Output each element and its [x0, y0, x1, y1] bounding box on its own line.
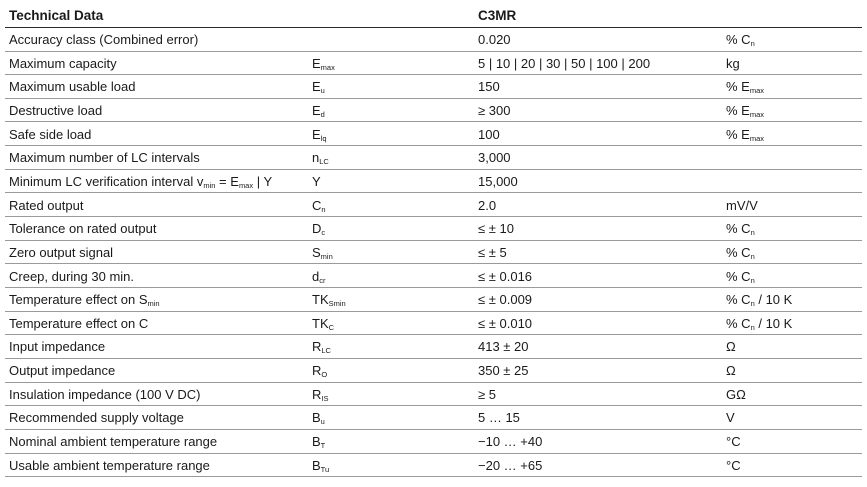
parameter-name: [9, 288, 160, 311]
table-row: [5, 241, 862, 265]
name-text: Minimum LC verification interval v: [9, 173, 204, 189]
parameter-name: Output impedance: [9, 363, 116, 379]
parameter-symbol: [312, 383, 328, 406]
unit-text: % E: [726, 126, 750, 142]
parameter-name: Maximum capacity: [9, 55, 117, 71]
name-text: Temperature effect on S: [9, 292, 148, 308]
parameter-unit: [726, 194, 758, 217]
parameter-name: Tolerance on rated output: [9, 221, 157, 237]
parameter-name: Temperature effect on C: [9, 315, 149, 331]
unit-text: / 10 K: [754, 292, 793, 308]
table-header: [5, 4, 862, 28]
table-row: [5, 430, 862, 454]
symbol-subscript: O: [321, 370, 328, 380]
parameter-value: ≥ 300: [478, 102, 511, 118]
table-row: [5, 312, 862, 336]
parameter-value: ≤ ± 0.010: [478, 315, 533, 331]
unit-text: V: [726, 410, 735, 426]
symbol-text: R: [312, 363, 322, 379]
table-row: [5, 146, 862, 170]
parameter-value: 413 ± 20: [478, 339, 529, 355]
parameter-symbol: [312, 75, 325, 98]
table-row: [5, 288, 862, 312]
parameter-unit: [726, 241, 755, 264]
parameter-value: 3,000: [478, 150, 511, 166]
parameter-name: Zero output signal: [9, 244, 114, 260]
symbol-subscript: IS: [321, 393, 329, 403]
parameter-unit: [726, 288, 792, 311]
parameter-unit: [726, 75, 764, 98]
parameter-value: ≤ ± 0.009: [478, 292, 533, 308]
parameter-symbol: [312, 123, 327, 146]
symbol-subscript: lq: [320, 133, 327, 143]
parameter-unit: [726, 265, 755, 288]
symbol-text: C: [312, 197, 322, 213]
symbol-subscript: cr: [319, 275, 326, 285]
unit-text: / 10 K: [754, 315, 793, 331]
header-model: C3MR: [478, 8, 517, 23]
parameter-unit: [726, 217, 755, 240]
unit-subscript: max: [749, 109, 765, 119]
symbol-subscript: n: [321, 204, 326, 214]
parameter-unit: [726, 383, 746, 406]
unit-text: % C: [726, 268, 751, 284]
unit-text: % C: [726, 221, 751, 237]
parameter-unit: [726, 406, 735, 429]
symbol-subscript: LC: [321, 346, 331, 356]
unit-text: mV/V: [726, 197, 758, 213]
parameter-unit: [726, 312, 792, 335]
parameter-symbol: [312, 406, 325, 429]
parameter-unit: [726, 52, 740, 75]
symbol-subscript: T: [320, 441, 326, 451]
symbol-subscript: min: [320, 251, 333, 261]
symbol-text: d: [312, 268, 320, 284]
unit-text: Ω: [726, 363, 736, 379]
parameter-name: Insulation impedance (100 V DC): [9, 386, 201, 402]
unit-text: % C: [726, 32, 751, 47]
parameter-value: 350 ± 25: [478, 363, 529, 379]
parameter-name: Destructive load: [9, 102, 103, 118]
table-row: [5, 454, 862, 478]
parameter-unit: [726, 99, 764, 122]
parameter-name: Recommended supply voltage: [9, 410, 184, 426]
symbol-text: B: [312, 434, 321, 450]
parameter-value: 5 … 15: [478, 410, 520, 426]
unit-subscript: n: [750, 251, 755, 261]
unit-text: % C: [726, 244, 751, 260]
parameter-name: Creep, during 30 min.: [9, 268, 135, 284]
parameter-name: Usable ambient temperature range: [9, 457, 210, 473]
table-row: [5, 123, 862, 147]
unit-text: % C: [726, 292, 751, 308]
parameter-value: 5 | 10 | 20 | 30 | 50 | 100 | 200: [478, 55, 651, 71]
parameter-symbol: [312, 146, 329, 169]
parameter-value: 0.020: [478, 32, 511, 47]
parameter-symbol: [312, 288, 346, 311]
parameter-name: Accuracy class (Combined error): [9, 32, 199, 47]
symbol-subscript: u: [320, 86, 325, 96]
unit-subscript: max: [749, 86, 765, 96]
symbol-text: Y: [312, 173, 321, 189]
symbol-text: B: [312, 410, 321, 426]
symbol-text: E: [312, 55, 321, 71]
symbol-text: E: [312, 126, 321, 142]
parameter-unit: [726, 28, 755, 51]
name-text: = E: [215, 173, 239, 189]
table-row: [5, 359, 862, 383]
symbol-text: TK: [312, 292, 329, 308]
unit-subscript: n: [750, 299, 755, 309]
parameter-name: Maximum number of LC intervals: [9, 150, 200, 166]
symbol-subscript: d: [320, 109, 325, 119]
unit-text: °C: [726, 457, 741, 473]
parameter-symbol: [312, 241, 333, 264]
parameter-name: Input impedance: [9, 339, 106, 355]
table-row: [5, 194, 862, 218]
parameter-value: −10 … +40: [478, 434, 543, 450]
parameter-name: Safe side load: [9, 126, 92, 142]
unit-text: Ω: [726, 339, 736, 355]
unit-subscript: max: [749, 133, 765, 143]
parameter-unit: [726, 430, 741, 453]
parameter-symbol: [312, 217, 325, 240]
symbol-subscript: Tu: [320, 464, 330, 474]
name-text: | Y: [253, 173, 273, 189]
parameter-name: Nominal ambient temperature range: [9, 434, 218, 450]
name-subscript: min: [147, 299, 160, 309]
symbol-text: E: [312, 102, 321, 118]
parameter-symbol: [312, 194, 326, 217]
symbol-text: E: [312, 79, 321, 95]
table-row: [5, 75, 862, 99]
header-label: Technical Data: [9, 8, 104, 23]
table-row: [5, 99, 862, 123]
table-row: [5, 406, 862, 430]
symbol-text: TK: [312, 315, 329, 331]
symbol-subscript: C: [328, 322, 335, 332]
unit-text: % C: [726, 315, 751, 331]
parameter-unit: [726, 359, 736, 382]
parameter-name: Maximum usable load: [9, 79, 136, 95]
symbol-text: D: [312, 221, 322, 237]
symbol-text: R: [312, 339, 322, 355]
symbol-text: n: [312, 150, 320, 166]
parameter-unit: [726, 123, 764, 146]
parameter-symbol: [312, 454, 329, 477]
parameter-unit: [726, 454, 741, 477]
parameter-symbol: [312, 265, 325, 288]
parameter-value: −20 … +65: [478, 457, 543, 473]
table-row: [5, 28, 862, 52]
parameter-symbol: [312, 312, 334, 335]
unit-text: kg: [726, 55, 740, 71]
symbol-subscript: Smin: [328, 299, 346, 309]
parameter-name: [9, 170, 272, 193]
parameter-symbol: [312, 52, 335, 75]
unit-text: °C: [726, 434, 741, 450]
symbol-text: R: [312, 386, 322, 402]
table-row: [5, 335, 862, 359]
parameter-symbol: [312, 335, 331, 358]
table-row: [5, 217, 862, 241]
symbol-subscript: LC: [319, 157, 329, 167]
table-row: [5, 383, 862, 407]
parameter-unit: [726, 335, 736, 358]
parameter-value: 15,000: [478, 173, 518, 189]
parameter-value: ≥ 5: [478, 386, 496, 402]
table-row: [5, 265, 862, 289]
unit-subscript: n: [750, 275, 755, 285]
symbol-subscript: c: [321, 228, 326, 238]
parameter-value: ≤ ± 5: [478, 244, 507, 260]
parameter-symbol: [312, 170, 321, 193]
table-row: [5, 170, 862, 194]
parameter-name: Rated output: [9, 197, 84, 213]
parameter-value: 150: [478, 79, 500, 95]
parameter-value: 2.0: [478, 197, 497, 213]
parameter-value: 100: [478, 126, 500, 142]
parameter-symbol: [312, 359, 327, 382]
unit-subscript: n: [750, 39, 755, 48]
parameter-value: ≤ ± 0.016: [478, 268, 533, 284]
unit-text: % E: [726, 79, 750, 95]
name-subscript: min: [203, 180, 216, 190]
parameter-symbol: [312, 430, 325, 453]
name-subscript: max: [238, 180, 254, 190]
unit-subscript: n: [750, 228, 755, 238]
parameter-symbol: [312, 99, 325, 122]
symbol-subscript: max: [320, 62, 335, 72]
unit-subscript: n: [750, 322, 755, 332]
parameter-value: ≤ ± 10: [478, 221, 514, 237]
table-row: [5, 52, 862, 76]
unit-text: GΩ: [726, 386, 746, 402]
symbol-subscript: u: [320, 417, 325, 427]
symbol-text: S: [312, 244, 321, 260]
unit-text: % E: [726, 102, 750, 118]
symbol-text: B: [312, 457, 321, 473]
